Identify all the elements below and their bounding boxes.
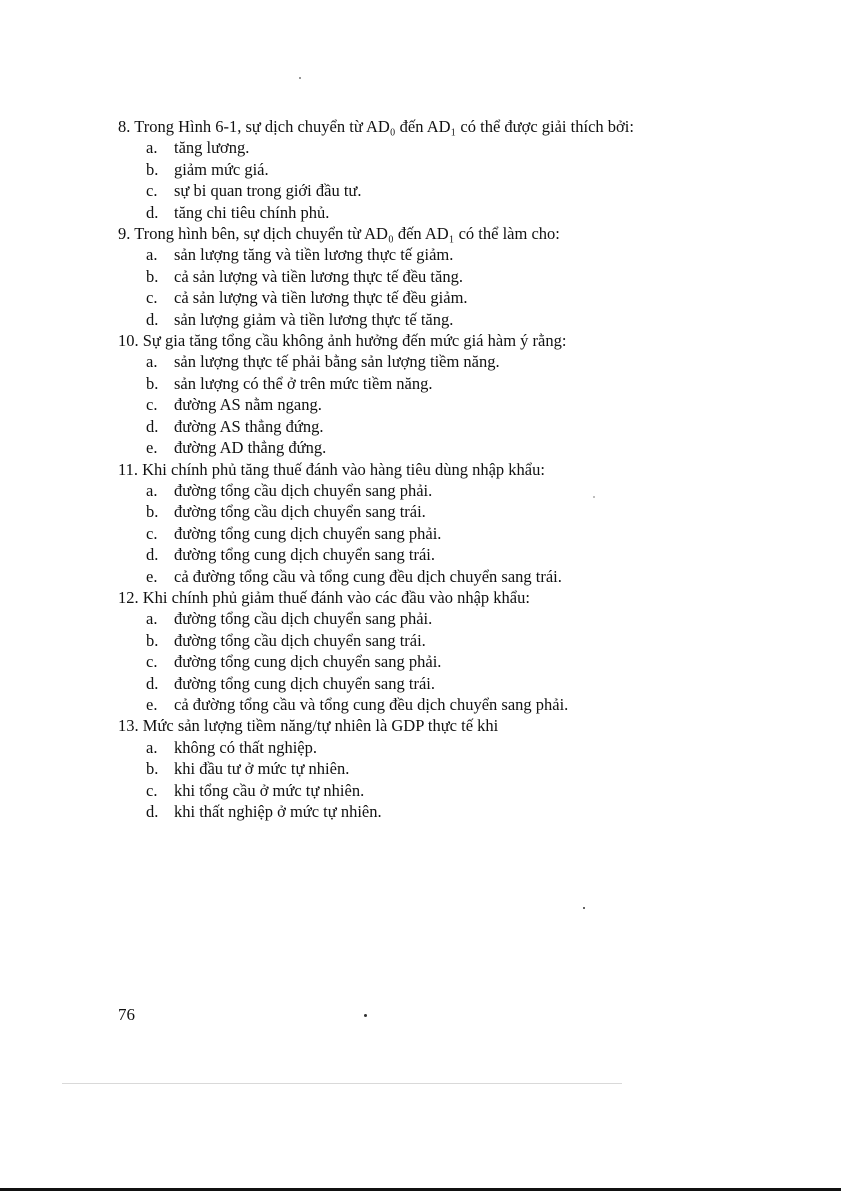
option-letter: e.: [146, 566, 158, 586]
option-letter: b.: [146, 630, 159, 650]
option-letter: c.: [146, 523, 158, 543]
option-text: không có thất nghiệp.: [174, 737, 317, 757]
question-stem: 11. Khi chính phủ tăng thuế đánh vào hàng tiêu dùng nhập khẩu:: [118, 459, 545, 479]
option-text: cả sản lượng và tiền lương thực tế đều tăng.: [174, 266, 463, 286]
option-letter: a.: [146, 609, 158, 629]
option-text: cả đường tổng cầu và tổng cung đều dịch chuyển sang phải.: [174, 694, 569, 714]
option-text: cả sản lượng và tiền lương thực tế đều giảm.: [174, 288, 468, 308]
question-8: [118, 116, 708, 223]
question-stem: 12. Khi chính phủ giảm thuế đánh vào các đầu vào nhập khẩu:: [118, 587, 530, 607]
option-letter: c.: [146, 288, 158, 308]
option-c: [146, 523, 708, 544]
question-12: [118, 587, 708, 715]
option-e: [146, 437, 708, 458]
option-text: khi tổng cầu ở mức tự nhiên.: [174, 780, 365, 800]
option-letter: a.: [146, 352, 158, 372]
option-text: giảm mức giá.: [174, 159, 269, 179]
scan-rule-line: [62, 1083, 622, 1084]
option-b: [146, 758, 708, 779]
option-d: [146, 416, 708, 437]
option-text: sản lượng tăng và tiền lương thực tế giảm.: [174, 245, 454, 265]
option-c: [146, 180, 708, 201]
option-a: [146, 480, 708, 501]
option-letter: a.: [146, 245, 158, 265]
speck-mark: [299, 77, 301, 79]
option-text: đường tổng cầu dịch chuyển sang phải.: [174, 609, 433, 629]
option-text: tăng lương.: [174, 138, 250, 158]
option-text: đường tổng cung dịch chuyển sang trái.: [174, 545, 435, 565]
option-e: [146, 694, 708, 715]
option-d: [146, 544, 708, 565]
option-letter: a.: [146, 737, 158, 757]
option-e: [146, 566, 708, 587]
option-b: [146, 373, 708, 394]
option-letter: a.: [146, 138, 158, 158]
option-b: [146, 630, 708, 651]
option-letter: d.: [146, 416, 159, 436]
option-text: đường AD thẳng đứng.: [174, 438, 327, 458]
option-letter: c.: [146, 395, 158, 415]
speck-mark: [583, 907, 585, 909]
question-list: [118, 116, 708, 822]
option-text: sự bi quan trong giới đầu tư.: [174, 181, 362, 201]
option-letter: b.: [146, 266, 159, 286]
option-letter: c.: [146, 652, 158, 672]
option-letter: b.: [146, 373, 159, 393]
option-text: đường AS thẳng đứng.: [174, 416, 324, 436]
option-letter: d.: [146, 545, 159, 565]
option-b: [146, 159, 708, 180]
option-letter: b.: [146, 759, 159, 779]
option-c: [146, 651, 708, 672]
option-letter: b.: [146, 159, 159, 179]
speck-mark: [364, 1014, 367, 1017]
question-stem: 10. Sự gia tăng tổng cầu không ảnh hưởng đến mức giá hàm ý rằng:: [118, 331, 567, 351]
option-letter: e.: [146, 694, 158, 714]
option-letter: c.: [146, 780, 158, 800]
option-a: [146, 608, 708, 629]
question-10: [118, 330, 708, 458]
option-b: [146, 266, 708, 287]
option-letter: e.: [146, 438, 158, 458]
option-d: [146, 309, 708, 330]
option-c: [146, 780, 708, 801]
option-a: [146, 244, 708, 265]
question-stem: 9. Trong hình bên, sự dịch chuyển từ AD₀ đến AD₁ có thể làm cho:: [118, 224, 560, 244]
option-text: đường tổng cầu dịch chuyển sang trái.: [174, 630, 426, 650]
option-text: đường tổng cung dịch chuyển sang phải.: [174, 523, 442, 543]
option-text: tăng chi tiêu chính phủ.: [174, 202, 330, 222]
option-c: [146, 394, 708, 415]
option-a: [146, 737, 708, 758]
option-letter: d.: [146, 673, 159, 693]
option-text: cả đường tổng cầu và tổng cung đều dịch chuyển sang trái.: [174, 566, 562, 586]
question-13: [118, 715, 708, 822]
option-text: khi thất nghiệp ở mức tự nhiên.: [174, 802, 382, 821]
question-9: [118, 223, 708, 330]
option-a: [146, 137, 708, 158]
option-text: sản lượng có thể ở trên mức tiềm năng.: [174, 373, 433, 393]
option-b: [146, 501, 708, 522]
option-d: [146, 673, 708, 694]
question-11: [118, 459, 708, 587]
option-text: sản lượng giảm và tiền lương thực tế tăng.: [174, 309, 454, 329]
option-d: [146, 801, 708, 822]
option-text: đường tổng cung dịch chuyển sang phải.: [174, 652, 442, 672]
option-letter: b.: [146, 502, 159, 522]
option-d: [146, 202, 708, 223]
page-number: 76: [118, 1005, 135, 1024]
option-text: sản lượng thực tế phải bằng sản lượng tiềm năng.: [174, 352, 500, 372]
option-c: [146, 287, 708, 308]
option-text: đường tổng cầu dịch chuyển sang trái.: [174, 502, 426, 522]
question-stem: 13. Mức sản lượng tiềm năng/tự nhiên là GDP thực tế khi: [118, 716, 499, 736]
option-letter: d.: [146, 202, 159, 222]
option-a: [146, 351, 708, 372]
option-letter: a.: [146, 480, 158, 500]
option-text: đường AS nằm ngang.: [174, 395, 322, 415]
option-text: đường tổng cung dịch chuyển sang trái.: [174, 673, 435, 693]
question-stem: 8. Trong Hình 6-1, sự dịch chuyển từ AD₀ đến AD₁ có thể được giải thích bởi:: [118, 117, 634, 136]
option-letter: c.: [146, 181, 158, 201]
option-text: đường tổng cầu dịch chuyển sang phải.: [174, 480, 433, 500]
option-letter: d.: [146, 309, 159, 329]
option-text: khi đầu tư ở mức tự nhiên.: [174, 759, 350, 779]
option-letter: d.: [146, 802, 159, 821]
